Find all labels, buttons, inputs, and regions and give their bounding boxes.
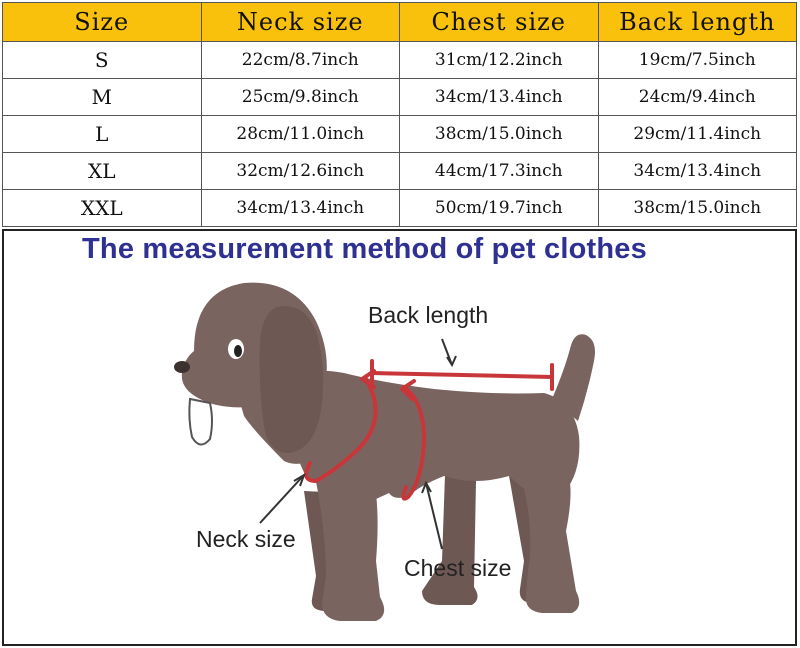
chest-cell: 34cm/13.4inch (400, 79, 599, 116)
back-cell: 38cm/15.0inch (598, 190, 797, 227)
measurement-diagram (2, 229, 797, 646)
chest-cell: 44cm/17.3inch (400, 153, 599, 190)
size-cell: M (3, 79, 202, 116)
size-cell: L (3, 116, 202, 153)
size-cell: XL (3, 153, 202, 190)
chest-cell: 38cm/15.0inch (400, 116, 599, 153)
chest-size-pointer (426, 483, 442, 549)
table-row (3, 42, 797, 79)
back-cell: 19cm/7.5inch (598, 42, 797, 79)
table-row (3, 79, 797, 116)
neck-cell: 32cm/12.6inch (201, 153, 400, 190)
chest-cell: 50cm/19.7inch (400, 190, 599, 227)
header-back-length: Back length (598, 3, 797, 42)
size-chart-table (2, 2, 797, 227)
dog-pupil (234, 345, 242, 357)
back-length-pointer-head (447, 356, 456, 365)
header-chest-size: Chest size (400, 3, 599, 42)
table-row (3, 116, 797, 153)
chest-cell: 31cm/12.2inch (400, 42, 599, 79)
back-length-label: Back length (368, 302, 489, 328)
back-cell: 34cm/13.4inch (598, 153, 797, 190)
neck-cell: 34cm/13.4inch (201, 190, 400, 227)
neck-cell: 25cm/9.8inch (201, 79, 400, 116)
header-size: Size (3, 3, 202, 42)
dog-illustration (4, 231, 795, 644)
diagram-title: The measurement method of pet clothes (82, 233, 647, 265)
header-neck-size: Neck size (201, 3, 400, 42)
back-cell: 24cm/9.4inch (598, 79, 797, 116)
dog-ear (260, 306, 324, 453)
table-header-row (3, 3, 797, 42)
size-cell: S (3, 42, 202, 79)
dog-tongue (189, 399, 212, 445)
chest-size-label: Chest size (404, 555, 512, 581)
dog-nose (174, 361, 190, 373)
table-row (3, 190, 797, 227)
dog-body (174, 283, 595, 621)
neck-cell: 28cm/11.0inch (201, 116, 400, 153)
size-cell: XXL (3, 190, 202, 227)
neck-cell: 22cm/8.7inch (201, 42, 400, 79)
table-row (3, 153, 797, 190)
neck-size-label: Neck size (196, 526, 296, 552)
back-cell: 29cm/11.4inch (598, 116, 797, 153)
back-length-line (372, 373, 552, 377)
neck-size-pointer (260, 475, 304, 523)
